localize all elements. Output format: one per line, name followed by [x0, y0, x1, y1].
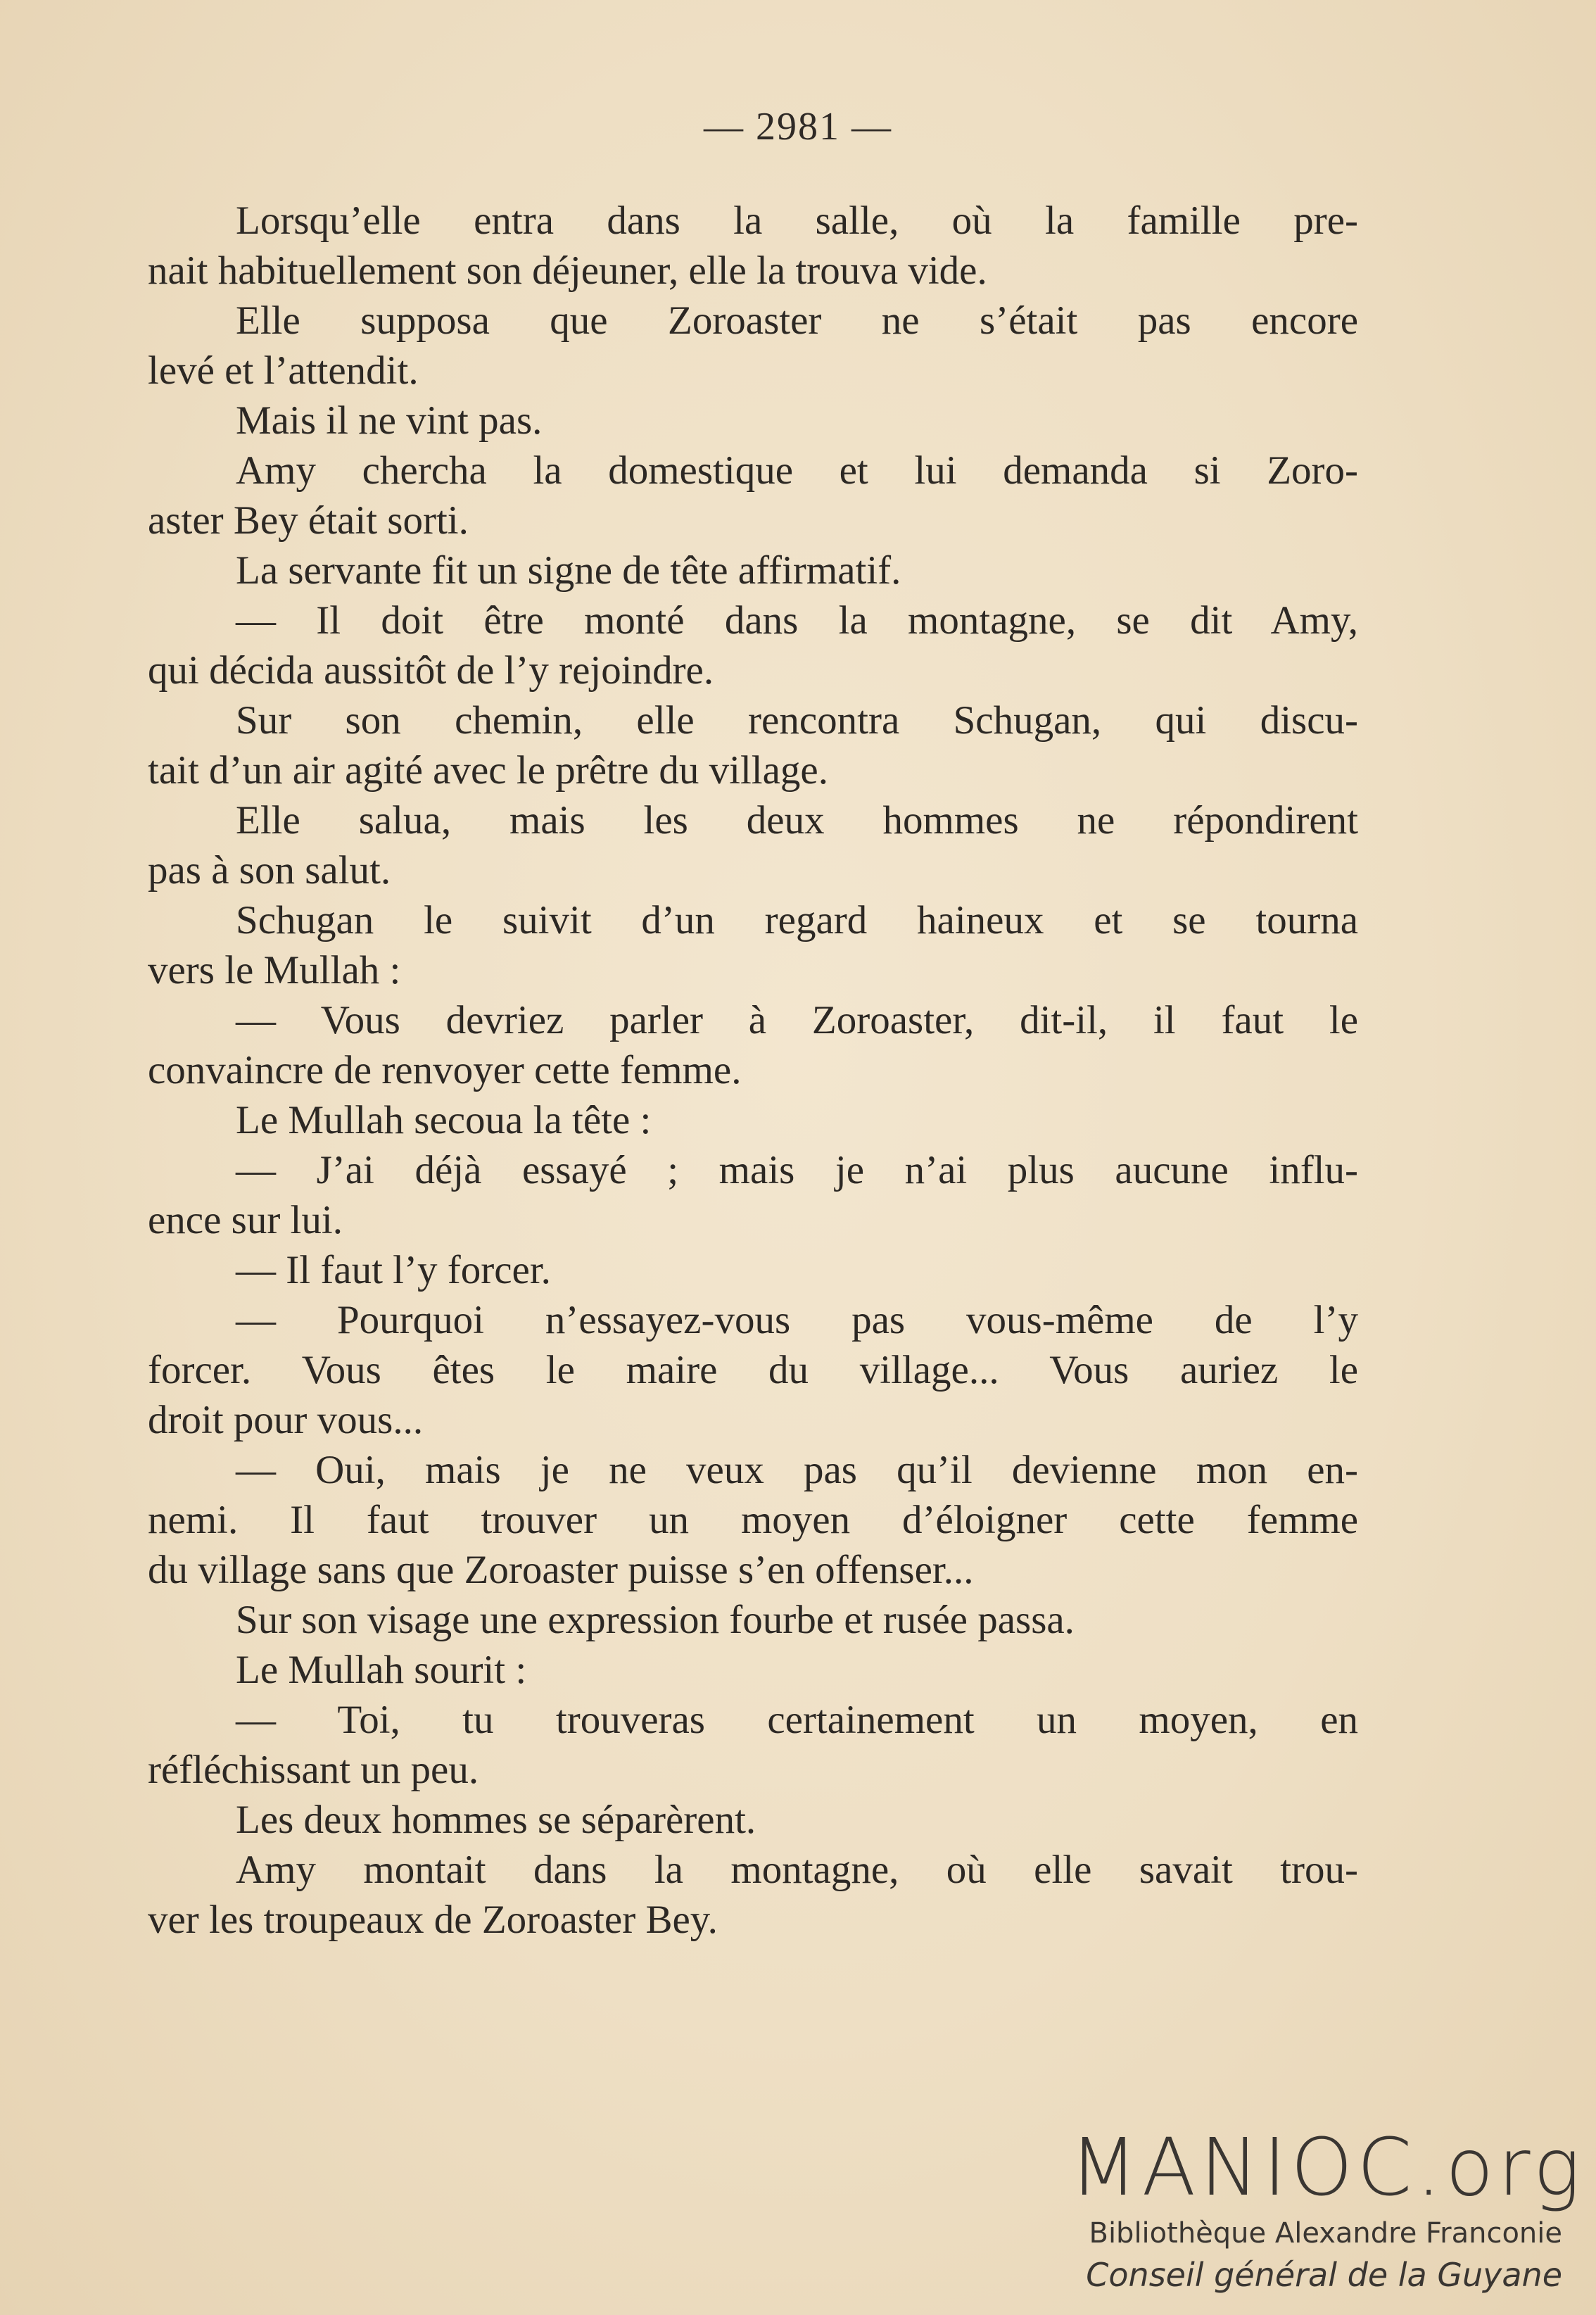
text-line: Elle supposa que Zoroaster ne s’était pas encore	[236, 298, 1358, 343]
council-name: Conseil général de la Guyane	[1086, 2256, 1562, 2294]
text-line: tait d’un air agité avec le prêtre du village.	[148, 748, 828, 793]
text-line: aster Bey était sorti.	[148, 498, 469, 543]
text-line: Le Mullah sourit :	[236, 1648, 527, 1692]
text-line: Amy chercha la domestique et lui demanda si Zoro-	[236, 448, 1358, 493]
text-line: Les deux hommes se séparèrent.	[236, 1798, 756, 1842]
text-line: Sur son visage une expression fourbe et rusée passa.	[236, 1598, 1075, 1642]
text-line: — Il faut l’y forcer.	[236, 1248, 551, 1292]
text-line: Le Mullah secoua la tête :	[236, 1098, 652, 1142]
text-line: droit pour vous...	[148, 1398, 424, 1442]
text-line: ence sur lui.	[148, 1198, 343, 1242]
text-line: — Oui, mais je ne veux pas qu’il devienne mon en-	[236, 1448, 1358, 1492]
text-line: nait habituellement son déjeuner, elle la trouva vide.	[148, 248, 987, 293]
text-line: La servante fit un signe de tête affirmatif.	[236, 548, 901, 593]
text-line: — Pourquoi n’essayez-vous pas vous-même de l’y	[236, 1298, 1358, 1342]
manioc-logo: MANIOC.org	[1070, 2122, 1585, 2214]
manioc-watermark	[1070, 2122, 1585, 2296]
text-line: Schugan le suivit d’un regard haineux et se tourna	[236, 898, 1358, 942]
text-line: nemi. Il faut trouver un moyen d’éloigner cette femme	[148, 1498, 1358, 1542]
page-number: — 2981 —	[704, 105, 892, 149]
text-line: forcer. Vous êtes le maire du village... Vous auriez le	[148, 1348, 1358, 1392]
text-line: convaincre de renvoyer cette femme.	[148, 1048, 742, 1092]
text-line: réfléchissant un peu.	[148, 1748, 479, 1792]
text-line: — Toi, tu trouveras certainement un moyen, en	[236, 1698, 1358, 1742]
body-text	[148, 196, 1358, 1945]
text-line: qui décida aussitôt de l’y rejoindre.	[148, 648, 714, 693]
text-line: Mais il ne vint pas.	[236, 398, 543, 443]
text-line: pas à son salut.	[148, 848, 391, 892]
text-line: Elle salua, mais les deux hommes ne répondirent	[236, 798, 1358, 843]
text-line: — Il doit être monté dans la montagne, se dit Amy,	[236, 598, 1358, 643]
text-line: — J’ai déjà essayé ; mais je n’ai plus aucune influ-	[236, 1148, 1358, 1192]
text-line: Amy montait dans la montagne, où elle savait trou-	[236, 1848, 1358, 1892]
text-line: du village sans que Zoroaster puisse s’en offenser...	[148, 1548, 974, 1592]
library-name: Bibliothèque Alexandre Franconie	[1089, 2217, 1562, 2250]
text-line: ver les troupeaux de Zoroaster Bey.	[148, 1898, 718, 1942]
text-line: vers le Mullah :	[148, 948, 401, 992]
text-line: Sur son chemin, elle rencontra Schugan, qui discu-	[236, 698, 1358, 743]
text-line: levé et l’attendit.	[148, 348, 419, 393]
text-line: Lorsqu’elle entra dans la salle, où la famille pre-	[236, 198, 1358, 243]
text-line: — Vous devriez parler à Zoroaster, dit-il, il faut le	[236, 998, 1358, 1042]
